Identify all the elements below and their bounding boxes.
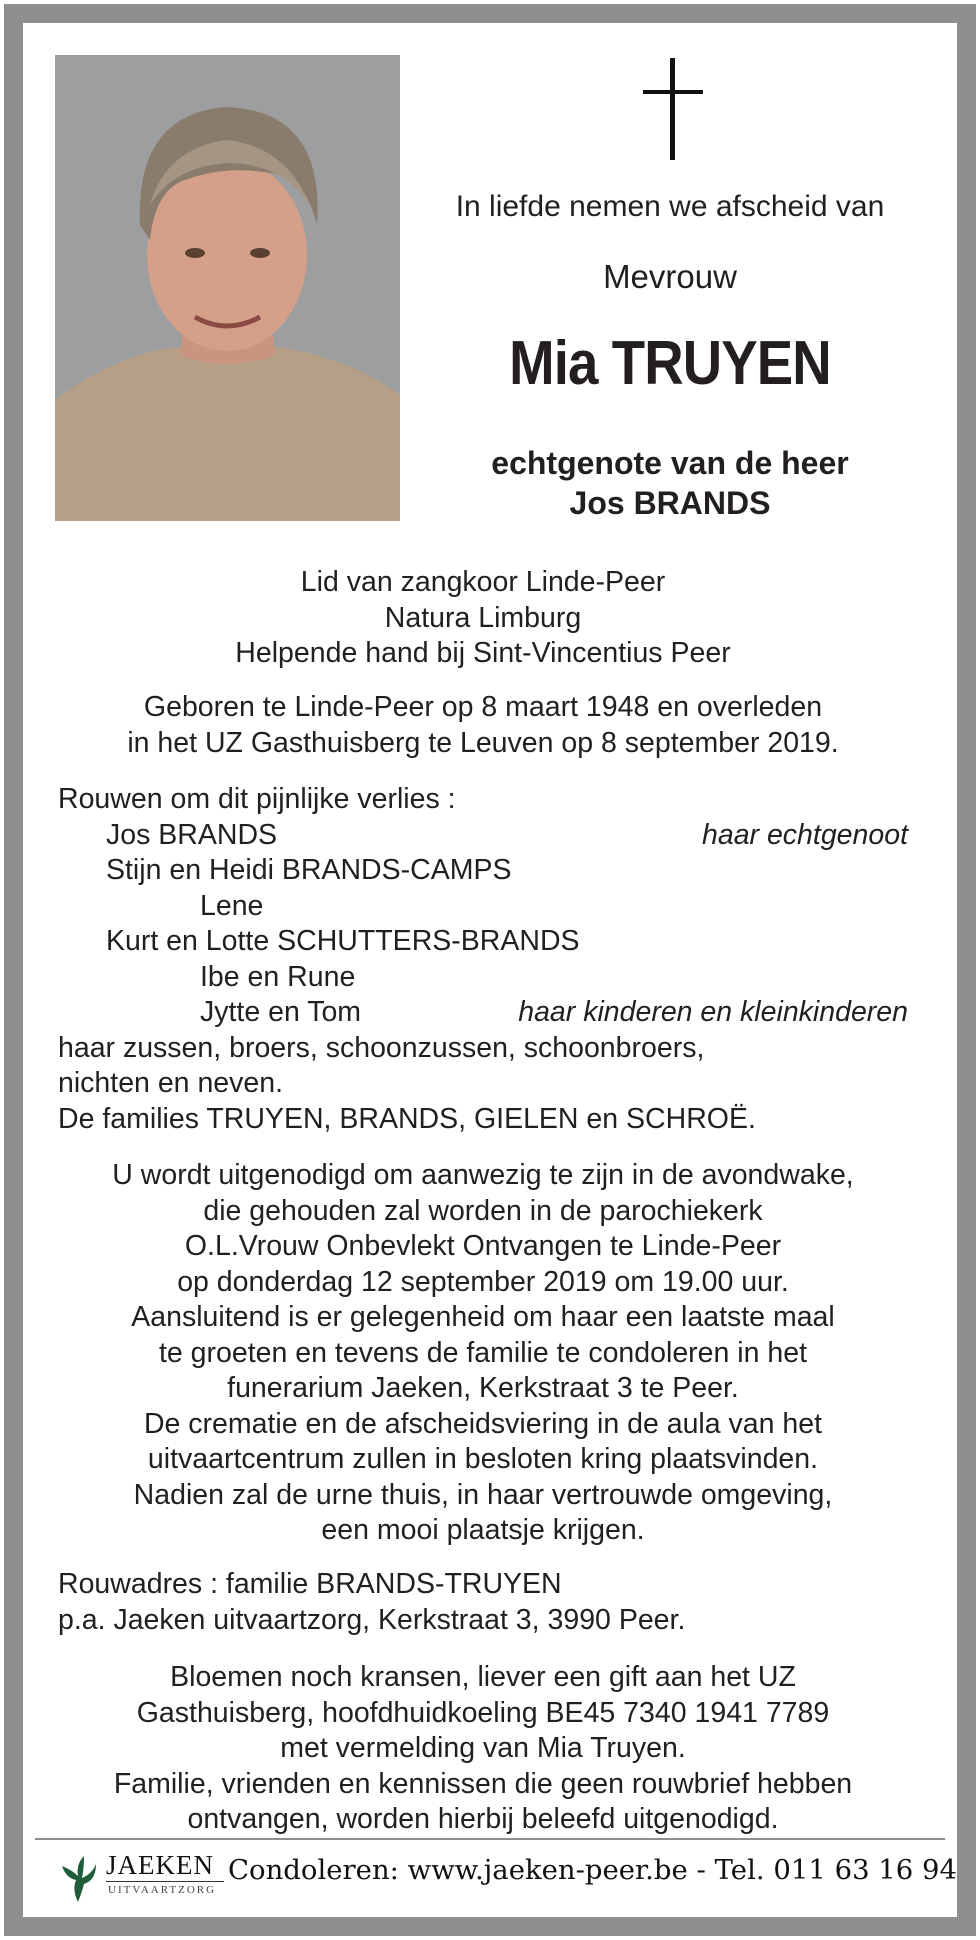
mourner-role: haar echtgenoot xyxy=(702,818,908,851)
mourner-name: Lene xyxy=(200,889,264,922)
mourners-intro: Rouwen om dit pijnlijke verlies : xyxy=(58,783,456,815)
mourner-row xyxy=(58,924,908,960)
logo-subtitle: UITVAARTZORG xyxy=(108,1884,217,1896)
invitation-line: een mooi plaatsje krijgen. xyxy=(321,1514,645,1546)
mourner-name: Ibe en Rune xyxy=(200,960,356,993)
mourner-row xyxy=(58,853,908,889)
spouse-line-1: echtgenote van de heer xyxy=(491,445,849,481)
closing-line: Familie, vrienden en kennissen die geen rouwbrief hebben xyxy=(113,1767,853,1800)
mourner-name: Jytte en Tom xyxy=(200,996,362,1028)
condolence-contact: Condoleren: www.jaeken-peer.be - Tel. 011 63 16 94 xyxy=(228,1854,958,1886)
closing-line: Gasthuisberg, hoofdhuidkoeling BE45 7340 1941 7789 xyxy=(136,1696,830,1729)
mourner-name: Kurt en Lotte SCHUTTERS-BRANDS xyxy=(106,925,580,957)
mourner-extra-line: nichten en neven. xyxy=(58,1067,284,1099)
salutation: Mevrouw xyxy=(603,258,737,295)
invitation-line: O.L.Vrouw Onbevlekt Ontvangen te Linde-Peer xyxy=(184,1230,782,1262)
invitation-line: uitvaartcentrum zullen in besloten kring plaatsvinden. xyxy=(147,1443,819,1475)
jaeken-logo xyxy=(58,1848,228,1908)
invitation-line: Nadien zal de urne thuis, in haar vertrouwde omgeving, xyxy=(133,1478,833,1511)
portrait-photo xyxy=(55,55,400,521)
invitation-text xyxy=(58,1158,908,1549)
membership-line: Helpende hand bij Sint-Vincentius Peer xyxy=(235,637,731,669)
logo-rule xyxy=(106,1881,224,1882)
invitation-line: die gehouden zal worden in de parochiekerk xyxy=(203,1194,763,1227)
mourner-row xyxy=(58,818,908,854)
mourner-name: Jos BRANDS xyxy=(106,818,278,851)
memberships xyxy=(58,565,908,672)
invitation-line: te groeten en tevens de familie te condoleren in het xyxy=(158,1336,807,1369)
closing-line: ontvangen, worden hierbij beleefd uitgenodigd. xyxy=(187,1803,779,1835)
membership-line: Lid van zangkoor Linde-Peer xyxy=(300,566,666,598)
spouse-line-2: Jos BRANDS xyxy=(569,485,771,521)
portrait-illustration xyxy=(55,55,400,521)
birth-death-line: Geboren te Linde-Peer op 8 maart 1948 en overleden xyxy=(143,691,823,723)
birth-death-info xyxy=(58,690,908,761)
closing-line: met vermelding van Mia Truyen. xyxy=(280,1732,686,1764)
invitation-line: De crematie en de afscheidsviering in de aula van het xyxy=(143,1407,823,1440)
footer-divider xyxy=(35,1838,945,1840)
mourner-role: haar kinderen en kleinkinderen xyxy=(518,996,908,1028)
deceased-name: Mia TRUYEN xyxy=(509,329,831,398)
address-line: p.a. Jaeken uitvaartzorg, Kerkstraat 3, 3990 Peer. xyxy=(58,1603,686,1636)
cross-icon xyxy=(643,58,703,160)
address-line: Rouwadres : familie BRANDS-TRUYEN xyxy=(58,1568,562,1600)
logo-name: JAEKEN xyxy=(106,1850,214,1880)
birth-death-line: in het UZ Gasthuisberg te Leuven op 8 september 2019. xyxy=(127,726,839,759)
mourner-row xyxy=(58,995,908,1031)
mourning-address xyxy=(58,1567,908,1638)
intro-text: In liefde nemen we afscheid van xyxy=(455,190,885,223)
mourner-extra-line: De families TRUYEN, BRANDS, GIELEN en SCHROË. xyxy=(58,1102,756,1135)
spouse-info xyxy=(430,443,910,523)
dove-icon xyxy=(58,1852,98,1904)
mourner-row xyxy=(58,889,908,925)
mourner-extra-line: haar zussen, broers, schoonzussen, schoonbroers, xyxy=(58,1031,705,1064)
mourners-list xyxy=(58,782,908,1137)
mourner-row xyxy=(58,960,908,996)
closing-line: Bloemen noch kransen, liever een gift aan het UZ xyxy=(170,1661,796,1693)
invitation-line: Aansluitend is er gelegenheid om haar een laatste maal xyxy=(131,1301,835,1333)
membership-line: Natura Limburg xyxy=(384,601,582,634)
mourner-name: Stijn en Heidi BRANDS-CAMPS xyxy=(106,854,512,886)
closing-text xyxy=(58,1660,908,1838)
invitation-line: U wordt uitgenodigd om aanwezig te zijn in de avondwake, xyxy=(112,1159,854,1191)
invitation-line: op donderdag 12 september 2019 om 19.00 uur. xyxy=(177,1265,789,1298)
invitation-line: funerarium Jaeken, Kerkstraat 3 te Peer. xyxy=(227,1372,739,1404)
